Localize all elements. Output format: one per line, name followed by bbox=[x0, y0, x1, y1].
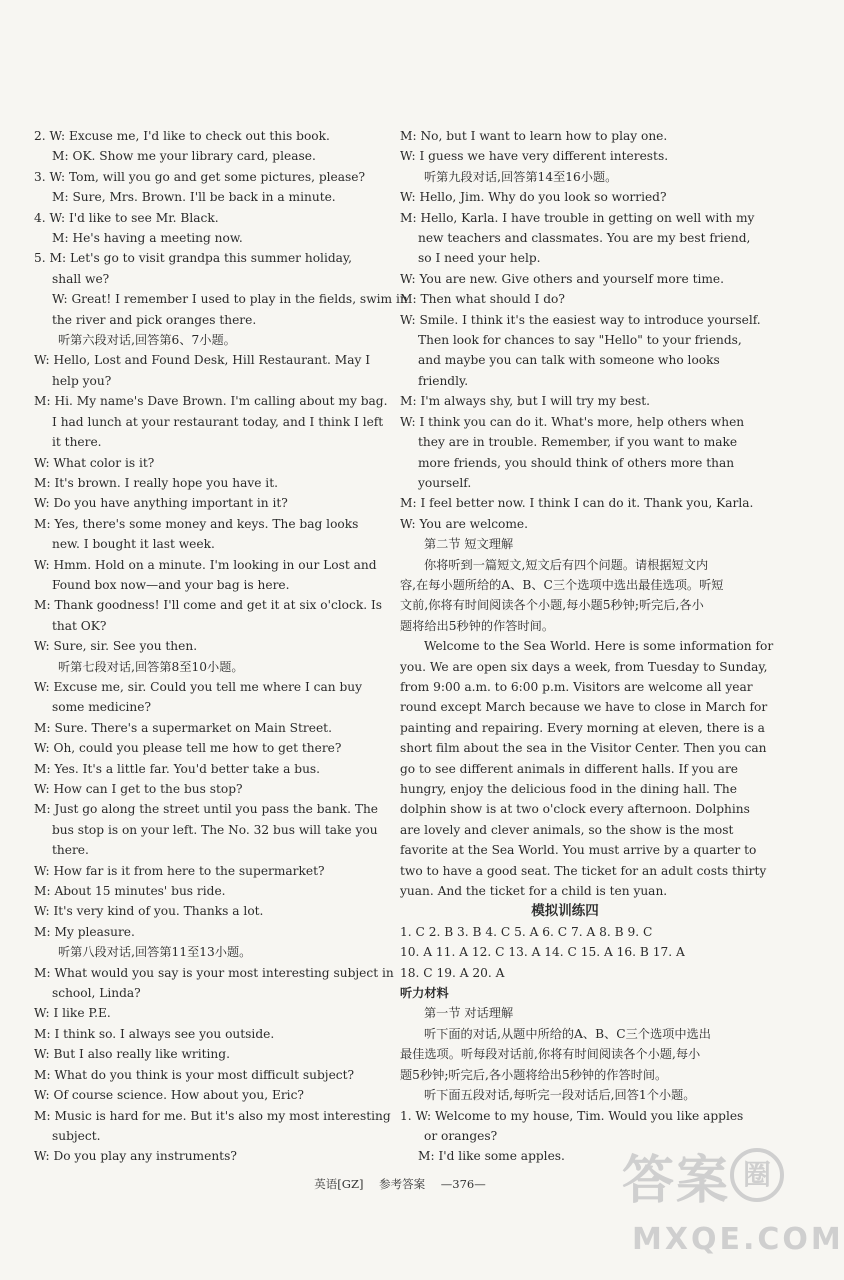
text-line: Found box now—and your bag is here. bbox=[52, 577, 290, 592]
text-line: W: Of course science. How about you, Eric? bbox=[34, 1088, 304, 1103]
text-line: W: Hello, Jim. Why do you look so worried? bbox=[400, 190, 667, 205]
text-line: M: I feel better now. I think I can do it. Thank you, Karla. bbox=[400, 496, 754, 511]
text-line: M: Sure, Mrs. Brown. I'll be back in a minute. bbox=[52, 190, 336, 205]
section-heading: 第一节 对话理解 bbox=[424, 1006, 514, 1021]
text-line: bus stop is on your left. The No. 32 bus will take you bbox=[52, 822, 378, 837]
text-line: subject. bbox=[52, 1128, 101, 1143]
text-line: W: Great! I remember I used to play in the fields, swim in bbox=[52, 292, 408, 307]
text-line: W: Do you play any instruments? bbox=[34, 1149, 237, 1164]
text-line: W: I think you can do it. What's more, help others when bbox=[400, 414, 745, 429]
text-line: W: How can I get to the bus stop? bbox=[34, 782, 243, 796]
text-line: from 9:00 a.m. to 6:00 p.m. Visitors are welcome all year bbox=[400, 679, 753, 694]
text-line: hungry, enjoy the delicious food in the dining hall. The bbox=[400, 782, 737, 796]
text-line: 文前,你将有时间阅读各个小题,每小题5秒钟;听完后,各小 bbox=[400, 598, 704, 613]
text-line: 1. W: Welcome to my house, Tim. Would you like apples bbox=[400, 1108, 744, 1123]
text-line: I had lunch at your restaurant today, and I think I left bbox=[52, 414, 384, 429]
footer-label: 参考答案 bbox=[379, 1177, 426, 1191]
text-line: M: What would you say is your most interesting subject in bbox=[34, 965, 394, 980]
text-line: it there. bbox=[52, 435, 102, 450]
text-line: so I need your help. bbox=[418, 251, 541, 266]
text-line: some medicine? bbox=[52, 700, 152, 715]
text-line: 3. W: Tom, will you go and get some pictures, please? bbox=[34, 169, 366, 184]
text-line: 4. W: I'd like to see Mr. Black. bbox=[34, 210, 219, 225]
answer-line: 10. A 11. A 12. C 13. A 14. C 15. A 16. B 17. A bbox=[400, 945, 685, 960]
text-line: they are in trouble. Remember, if you want to make bbox=[418, 435, 738, 450]
text-line: W: What color is it? bbox=[34, 455, 155, 470]
text-line: more friends, you should think of others more than bbox=[418, 455, 735, 470]
text-line: W: It's very kind of you. Thanks a lot. bbox=[34, 904, 264, 919]
text-line: M: Yes, there's some money and keys. The bag looks bbox=[34, 516, 359, 531]
text-line: W: Sure, sir. See you then. bbox=[34, 639, 198, 654]
text-line: 容,在每小题所给的A、B、C三个选项中选出最佳选项。听短 bbox=[400, 577, 724, 592]
text-line: M: He's having a meeting now. bbox=[52, 231, 243, 246]
text-line: friendly. bbox=[418, 373, 469, 388]
text-line: M: My pleasure. bbox=[34, 924, 135, 939]
text-line: yuan. And the ticket for a child is ten yuan. bbox=[400, 884, 668, 899]
answer-line: 1. C 2. B 3. B 4. C 5. A 6. C 7. A 8. B 9. C bbox=[400, 924, 653, 939]
section-heading: 听第六段对话,回答第6、7小题。 bbox=[58, 333, 236, 348]
text-line: W: Excuse me, sir. Could you tell me where I can buy bbox=[34, 679, 363, 694]
text-line: M: OK. Show me your library card, please. bbox=[52, 149, 316, 164]
text-line: the river and pick oranges there. bbox=[52, 312, 257, 327]
section-heading: 听第九段对话,回答第14至16小题。 bbox=[424, 169, 618, 184]
text-line: W: You are new. Give others and yourself more time. bbox=[400, 271, 725, 286]
section-heading: 听第七段对话,回答第8至10小题。 bbox=[58, 659, 244, 674]
section-heading: 听第八段对话,回答第11至13小题。 bbox=[58, 945, 252, 960]
text-line: short film about the sea in the Visitor Center. Then you can bbox=[400, 741, 767, 756]
text-line: M: Thank goodness! I'll come and get it at six o'clock. Is bbox=[34, 598, 383, 613]
text-line: W: How far is it from here to the supermarket? bbox=[34, 863, 325, 878]
text-line: shall we? bbox=[52, 271, 110, 286]
text-line: you. We are open six days a week, from Tuesday to Sunday, bbox=[400, 659, 768, 674]
text-line: that OK? bbox=[52, 618, 107, 633]
footer-subject: 英语[GZ] bbox=[314, 1177, 364, 1191]
left-column bbox=[34, 126, 408, 1167]
text-line: painting and repairing. Every morning at eleven, there is a bbox=[400, 720, 765, 735]
text-line: go to see different animals in different halls. If you are bbox=[400, 761, 738, 776]
text-line: M: Hello, Karla. I have trouble in getting on well with my bbox=[400, 210, 755, 225]
answer-line: 18. C 19. A 20. A bbox=[400, 965, 505, 980]
text-line: W: But I also really like writing. bbox=[34, 1047, 230, 1062]
text-line: favorite at the Sea World. You must arrive by a quarter to bbox=[400, 843, 757, 858]
text-line: M: It's brown. I really hope you have it. bbox=[34, 475, 278, 490]
text-line: 听下面的对话,从题中所给的A、B、C三个选项中选出 bbox=[424, 1026, 711, 1041]
text-line: M: I'd like some apples. bbox=[418, 1149, 565, 1164]
watermark-main: 答案 bbox=[622, 1151, 731, 1211]
text-line: M: Music is hard for me. But it's also my most interesting bbox=[34, 1108, 391, 1123]
section-heading: 第二节 短文理解 bbox=[424, 537, 514, 552]
text-line: yourself. bbox=[418, 475, 472, 490]
text-line: and maybe you can talk with someone who looks bbox=[418, 353, 720, 368]
page-number: —376— bbox=[440, 1177, 486, 1191]
text-line: are lovely and clever animals, so the show is the most bbox=[400, 822, 734, 837]
text-line: 你将听到一篇短文,短文后有四个问题。请根据短文内 bbox=[424, 557, 709, 572]
text-line: or oranges? bbox=[424, 1128, 498, 1143]
text-line: M: What do you think is your most difficult subject? bbox=[34, 1067, 355, 1082]
section-title: 模拟训练四 bbox=[531, 903, 599, 920]
text-line: 听下面五段对话,每听完一段对话后,回答1个小题。 bbox=[424, 1088, 696, 1103]
text-line: W: I guess we have very different interests. bbox=[400, 149, 669, 164]
text-line: M: Sure. There's a supermarket on Main Street. bbox=[34, 720, 332, 735]
text-line: 最佳选项。听每段对话前,你将有时间阅读各个小题,每小 bbox=[400, 1047, 701, 1062]
text-line: 2. W: Excuse me, I'd like to check out this book. bbox=[34, 129, 330, 143]
text-line: W: Oh, could you please tell me how to get there? bbox=[34, 741, 342, 756]
text-line: help you? bbox=[52, 373, 112, 388]
text-line: 5. M: Let's go to visit grandpa this summer holiday, bbox=[34, 251, 353, 266]
text-line: M: No, but I want to learn how to play one. bbox=[400, 129, 668, 143]
text-line: M: Then what should I do? bbox=[400, 292, 565, 307]
text-line: M: About 15 minutes' bus ride. bbox=[34, 884, 226, 899]
text-line: Welcome to the Sea World. Here is some information for bbox=[424, 639, 774, 654]
text-line: W: Smile. I think it's the easiest way to introduce yourself. bbox=[400, 312, 761, 327]
text-line: W: Hello, Lost and Found Desk, Hill Restaurant. May I bbox=[34, 353, 371, 368]
text-line: Then look for chances to say "Hello" to your friends, bbox=[418, 333, 742, 348]
text-line: W: Hmm. Hold on a minute. I'm looking in our Lost and bbox=[34, 557, 377, 572]
text-line: W: I like P.E. bbox=[34, 1006, 111, 1021]
text-line: school, Linda? bbox=[52, 986, 141, 1001]
text-line: W: You are welcome. bbox=[400, 516, 529, 531]
text-line: M: I'm always shy, but I will try my best. bbox=[400, 394, 650, 409]
text-line: there. bbox=[52, 843, 89, 858]
text-line: dolphin show is at two o'clock every afternoon. Dolphins bbox=[400, 802, 750, 817]
section-label: 听力材料 bbox=[400, 986, 449, 1001]
watermark-circle: 圈 bbox=[730, 1148, 784, 1202]
text-line: 题5秒钟;听完后,各小题将给出5秒钟的作答时间。 bbox=[400, 1067, 668, 1082]
text-line: round except March because we have to close in March for bbox=[400, 700, 768, 715]
watermark-url: MXQE.COM bbox=[632, 1222, 844, 1257]
text-line: new. I bought it last week. bbox=[52, 537, 215, 552]
text-line: M: Hi. My name's Dave Brown. I'm calling about my bag. bbox=[34, 394, 388, 409]
text-line: M: Yes. It's a little far. You'd better take a bus. bbox=[34, 761, 321, 776]
text-line: M: Just go along the street until you pass the bank. The bbox=[34, 802, 379, 817]
text-line: new teachers and classmates. You are my best friend, bbox=[418, 231, 751, 246]
text-line: W: Do you have anything important in it? bbox=[34, 496, 288, 511]
watermark-logo bbox=[616, 1138, 844, 1268]
text-line: two to have a good seat. The ticket for an adult costs thirty bbox=[400, 863, 767, 878]
text-line: 题将给出5秒钟的作答时间。 bbox=[400, 618, 555, 633]
text-line: M: I think so. I always see you outside. bbox=[34, 1026, 275, 1041]
right-column bbox=[400, 126, 774, 1167]
